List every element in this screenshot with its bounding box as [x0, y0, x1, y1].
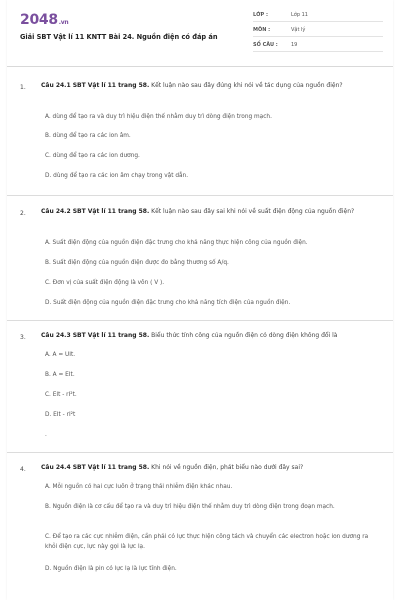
- meta-value: Vật lý: [291, 27, 306, 33]
- question-heading: Câu 24.2 SBT Vật lí 11 trang 58.: [41, 208, 150, 215]
- meta-label: MÔN :: [253, 27, 271, 33]
- answer-option[interactable]: C. Đơn vị của suất điện động là vôn ( V ).: [45, 280, 165, 286]
- meta-row-subject: [253, 25, 383, 37]
- question-number: 2.: [20, 210, 26, 217]
- question-divider: [7, 320, 393, 321]
- meta-value: Lớp 11: [291, 12, 308, 18]
- meta-label: LỚP :: [253, 12, 268, 18]
- question-number: 3.: [20, 334, 26, 341]
- question-heading: Câu 24.3 SBT Vật lí 11 trang 58.: [41, 332, 150, 339]
- answer-option[interactable]: D. dùng để tạo ra các ion âm chạy trong vật dẫn.: [45, 173, 189, 179]
- logo-suffix: .vn: [58, 19, 69, 26]
- question-body: Kết luận nào sau đây đúng khi nói về tác dụng của nguồn điện?: [149, 82, 343, 89]
- answer-option[interactable]: B. A = EIt.: [45, 372, 75, 378]
- answer-option[interactable]: A. A = UIt.: [45, 352, 76, 358]
- answer-option[interactable]: C. Để tạo ra các cực nhiễm điện, cần phải có lực thực hiện công tách và chuyển các electron hoặc ion dương ra khỏi điện cực, lực này gọi là lực lạ.: [45, 534, 369, 550]
- question-heading: Câu 24.4 SBT Vật lí 11 trang 58.: [41, 464, 150, 471]
- document-header: [7, 0, 393, 67]
- question-text: [41, 331, 381, 341]
- answer-option[interactable]: C. dùng để tạo ra các ion dương.: [45, 153, 140, 159]
- question-number: 4.: [20, 466, 26, 473]
- meta-value: 19: [291, 42, 298, 48]
- answer-option[interactable]: C. EIt - rI²t.: [45, 392, 77, 398]
- meta-row-class: [253, 10, 383, 22]
- question-text: [41, 81, 381, 91]
- question-divider: [7, 195, 393, 196]
- site-logo[interactable]: [20, 12, 68, 28]
- question-body: Kết luận nào sau đây sai khi nói về suất điện động của nguồn điện?: [149, 208, 355, 215]
- meta-table: [253, 10, 383, 52]
- meta-label: SỐ CÂU :: [253, 42, 278, 48]
- document-title: Giải SBT Vật lí 11 KNTT Bài 24. Nguồn điện có đáp án: [20, 33, 218, 41]
- answer-option[interactable]: D. EIt - rI²t: [45, 412, 76, 418]
- answer-option[interactable]: D. Nguồn điện là pin có lực lạ là lực tĩnh điện.: [45, 566, 177, 572]
- question-number: 1.: [20, 84, 26, 91]
- question-text: [41, 207, 381, 217]
- meta-row-count: [253, 40, 383, 52]
- answer-option[interactable]: B. dùng để tạo ra các ion âm.: [45, 133, 131, 139]
- answer-option[interactable]: A. Mỗi nguồn có hai cực luôn ở trạng thái nhiễm điện khác nhau.: [45, 484, 233, 490]
- question-text: [41, 463, 381, 473]
- answer-option[interactable]: D. Suất điện động của nguồn điện đặc trưng cho khả năng tích điện của nguồn điện.: [45, 300, 291, 306]
- answer-option[interactable]: A. Suất điện động của nguồn điện đặc trưng cho khả năng thực hiện công của nguồn điện.: [45, 240, 308, 246]
- question-body: Biểu thức tính công của nguồn điện có dòng điện không đổi là: [149, 332, 338, 339]
- answer-option[interactable]: B. Nguồn điện là cơ cấu để tạo ra và duy trì hiệu điện thế nhằm duy trì dòng điện trong đoạn mạch.: [45, 504, 335, 510]
- question-body: Khi nói về nguồn điện, phát biểu nào dưới đây sai?: [149, 464, 304, 471]
- logo-main: 2048: [20, 12, 58, 28]
- answer-option: .: [45, 432, 47, 438]
- document-page: [7, 0, 393, 600]
- answer-option[interactable]: B. Suất điện động của nguồn điện được đo bằng thương số A/q.: [45, 260, 229, 266]
- question-heading: Câu 24.1 SBT Vật lí 11 trang 58.: [41, 82, 150, 89]
- answer-option[interactable]: A. dùng để tạo ra và duy trì hiệu điện thế nhằm duy trì dòng điện trong mạch.: [45, 114, 272, 120]
- question-divider: [7, 452, 393, 453]
